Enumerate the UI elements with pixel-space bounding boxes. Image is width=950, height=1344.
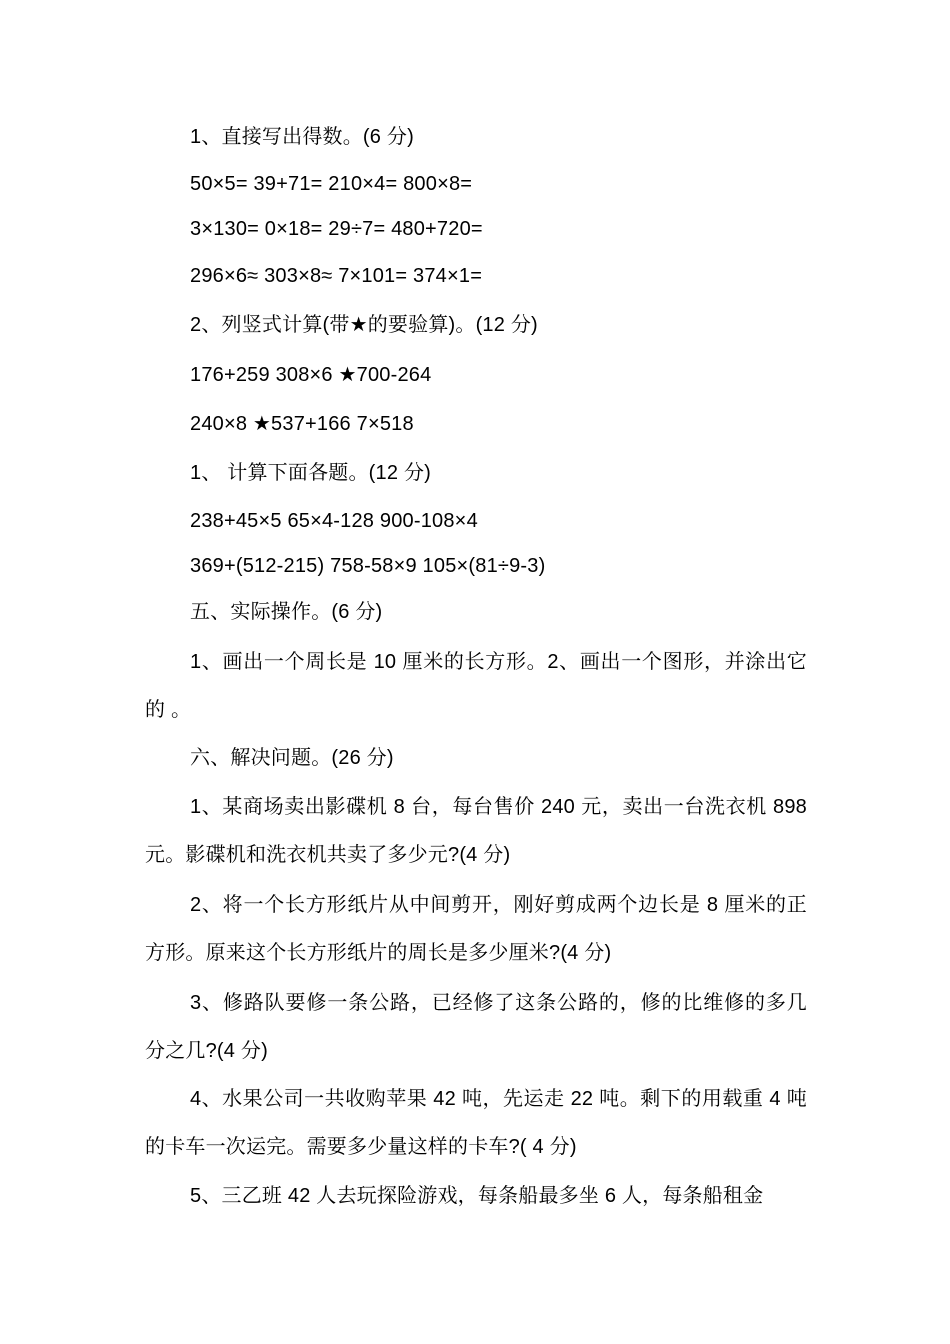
exercise-row: 50×5= 39+71= 210×4= 800×8= [190,173,473,195]
problem-4: 4、水果公司一共收购苹果 42 吨，先运走 22 吨。剩下的用载重 4 吨的卡车一次运完。需要多少量这样的卡车?( 4 分) [145,1088,807,1158]
problem-2: 2、将一个长方形纸片从中间剪开，刚好剪成两个边长是 8 厘米的正方形。原来这个长方形纸片的周长是多少厘米?(4 分) [145,894,807,964]
exercise-row: 240×8 ★537+166 7×518 [190,413,414,435]
section-heading-practical: 五、实际操作。(6 分) [190,601,383,623]
problem-5: 5、三乙班 42 人去玩探险游戏，每条船最多坐 6 人，每条船租金 [190,1185,764,1207]
problem-3: 3、修路队要修一条公路，已经修了这条公路的，修的比维修的多几分之几?(4 分) [145,992,807,1062]
exercise-row: 296×6≈ 303×8≈ 7×101= 374×1= [190,265,483,287]
practical-task-paragraph: 1、画出一个周长是 10 厘米的长方形。2、画出一个图形，并涂出它的 。 [145,651,807,721]
section-heading-direct-answers: 1、直接写出得数。(6 分) [190,126,414,148]
exercise-row: 369+(512-215) 758-58×9 105×(81÷9-3) [190,555,546,577]
section-heading-calculate: 1、 计算下面各题。(12 分) [190,462,432,484]
problem-1: 1、某商场卖出影碟机 8 台，每台售价 240 元，卖出一台洗衣机 898 元。影碟机和洗衣机共卖了多少元?(4 分) [145,796,807,866]
exercise-row: 238+45×5 65×4-128 900-108×4 [190,510,478,532]
section-heading-vertical-calc: 2、列竖式计算(带★的要验算)。(12 分) [190,314,538,336]
section-heading-problems: 六、解决问题。(26 分) [190,747,394,769]
exercise-row: 176+259 308×6 ★700-264 [190,364,432,386]
exercise-row: 3×130= 0×18= 29÷7= 480+720= [190,218,483,240]
